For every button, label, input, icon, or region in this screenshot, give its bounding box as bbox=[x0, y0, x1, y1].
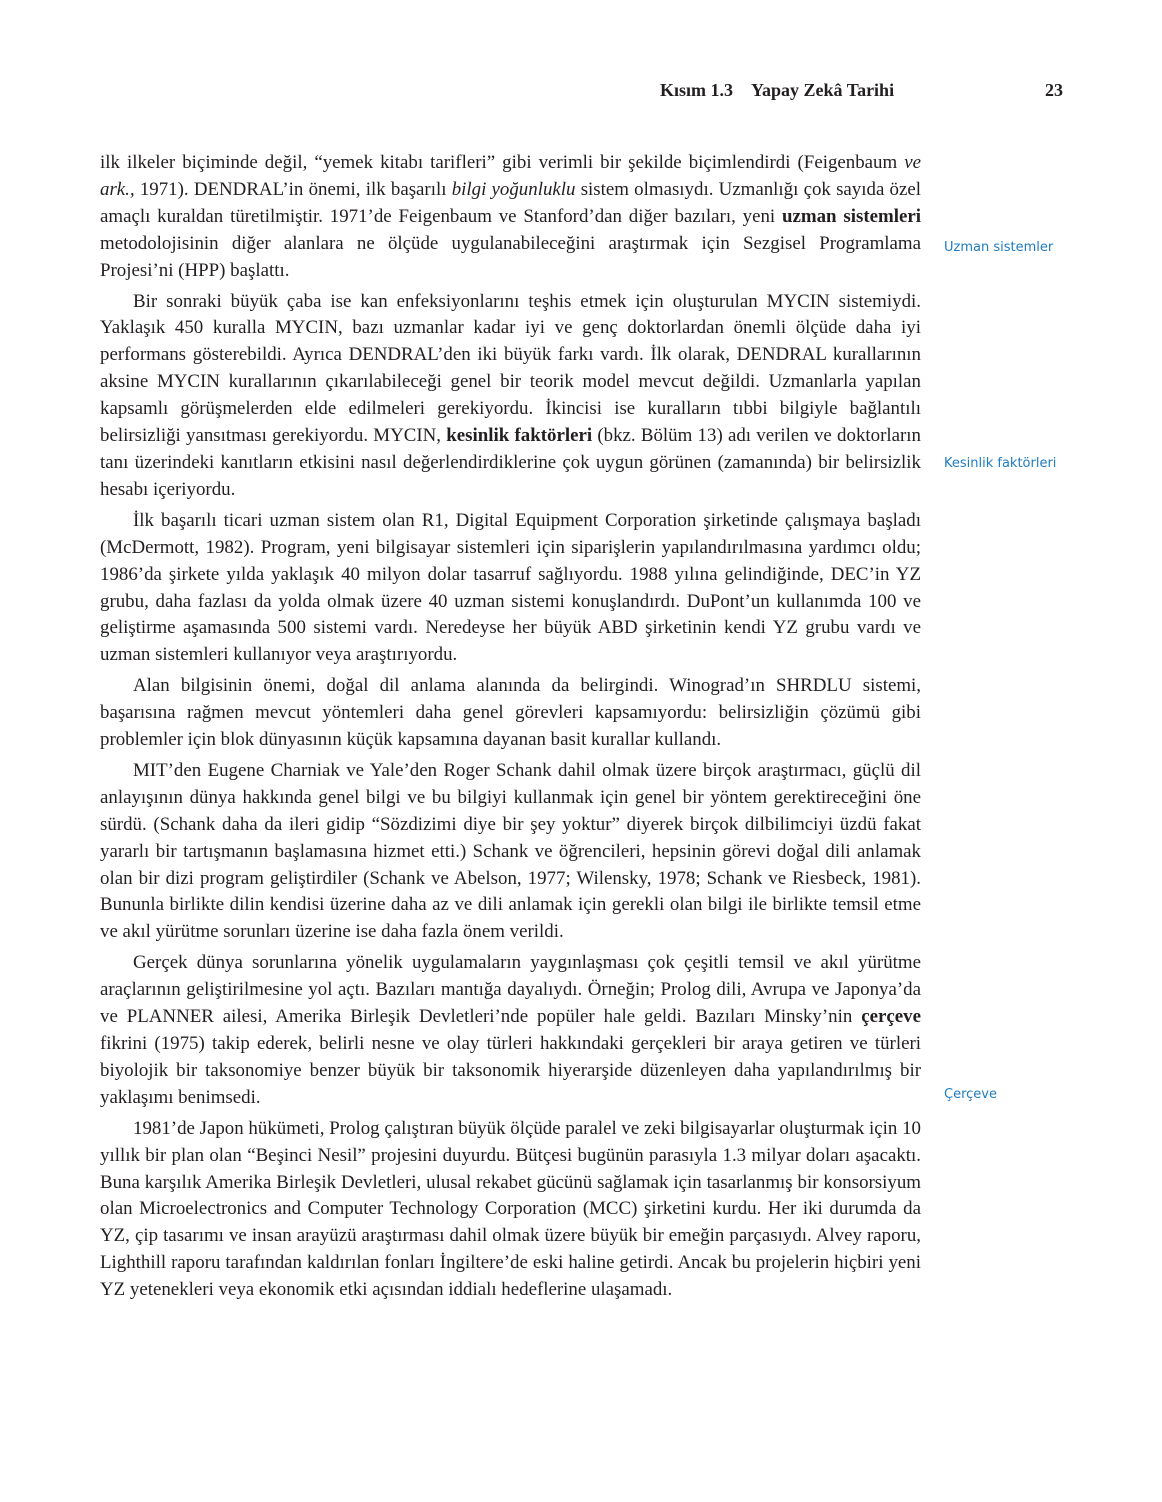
paragraph-2 bbox=[100, 289, 921, 504]
paragraph-5: MIT’den Eugene Charniak ve Yale’den Roger Schank dahil olmak üzere birçok araştırmacı, güçlü dil anlayışının dünya hakkında genel bilgi ve bu bilgiyi kullanmak için genel bir yöntem gerektireceğini öne sürdü. (Schank daha da ileri gidip “Sözdizimi diye bir şey yoktur” diyerek birçok dilbilimciyi üzdü fakat yararlı bir tartışmanın başlamasına hizmet etti.) Schank ve öğrencileri, hepsinin görevi doğal dili anlamak olan bir dizi program geliştirdiler (Schank ve Abelson, 1977; Wilensky, 1978; Schank ve Riesbeck, 1981). Bununla birlikte dilin kendisi üzerine daha az ve dili anlamak için gerekli olan bilgi ile birlikte temsil etme ve akıl yürütme sorunları üzerine ise daha fazla önem verildi. bbox=[100, 759, 921, 943]
margin-note-kesinlik-faktorleri: Kesinlik faktörleri bbox=[944, 456, 1057, 471]
page-number: 23 bbox=[1045, 80, 1063, 100]
text-run: 1971). DENDRAL’in önemi, ilk başarılı bbox=[134, 178, 452, 200]
text-run: sistem olmasıydı. Uzmanlığı çok sayıda özel amaçlı kuraldan türetilmiştir. 1971’de Feigenbaum ve Stanford’dan diğer bazıları, yeni bbox=[100, 178, 921, 227]
text-run: fikrini (1975) takip ederek, belirli nesne ve olay türleri hakkındaki gerçekleri bir araya getiren ve türleri biyolojik bir taksonomiye benzer büyük bir taksonomik hiyerarşide düzenleyen daha yapılandırılmış bir yaklaşımı benimsedi. bbox=[100, 1033, 921, 1108]
section-number: Kısım 1.3 bbox=[660, 80, 734, 100]
paragraph-6 bbox=[100, 950, 921, 1111]
paragraph-1 bbox=[100, 150, 921, 285]
running-head bbox=[660, 80, 894, 101]
margin-note-cerceve: Çerçeve bbox=[944, 1087, 997, 1102]
paragraph-3: İlk başarılı ticari uzman sistem olan R1, Digital Equipment Corporation şirketinde çalışmaya başladı (McDermott, 1982). Program, yeni bilgisayar sistemleri için siparişlerin yapılandırılmasına yardımcı oldu; 1986’da şirkete yılda yaklaşık 40 milyon dolar tasarruf sağlıyordu. 1988 yılına gelindiğinde, DEC’in YZ grubu, daha fazlası da yolda olmak üzere 40 uzman sistemi konuşlandırdı. DuPont’un kullanımda 100 ve geliştirme aşamasında 500 sistemi vardı. Neredeyse her büyük ABD şirketinin kendi YZ grubu vardı ve uzman sistemleri kullanıyor veya araştırıyordu. bbox=[100, 509, 921, 666]
italic-run: bilgi yoğunluklu bbox=[451, 178, 576, 200]
text-run: ilk ilkeler biçiminde değil, “yemek kitabı tarifleri” gibi verimli bir şekilde biçimlendirdi (Feigenbaum bbox=[100, 152, 905, 173]
margin-note-uzman-sistemler: Uzman sistemler bbox=[944, 240, 1054, 255]
text-run: Gerçek dünya sorunlarına yönelik uygulamaların yaygınlaşması çok çeşitli temsil ve akıl yürütme araçlarının geliştirilmesine yol açtı. Bazıları mantığa dayalıydı. Örneğin; Prolog dili, Avrupa ve Japonya’da ve PLANNER ailesi, Amerika Birleşik Devletleri’nde popüler hale geldi. Bazıları Minsky’nin bbox=[100, 952, 921, 1028]
key-term: uzman sistemleri bbox=[781, 205, 921, 227]
text-run: (bkz. Bölüm 13) adı verilen ve doktorların tanı üzerindeki kanıtların etkisini nasıl değerlendirdiklerine çok uygun görünen (zamanında) bir belirsizlik hesabı içeriyordu. bbox=[100, 425, 921, 500]
paragraph-4: Alan bilgisinin önemi, doğal dil anlama alanında da belirgindi. Winograd’ın SHRDLU sistemi, başarısına rağmen mevcut yöntemleri daha genel görevleri kapsamıyordu: belirsizliğin çözümü gibi problemler için blok dünyasının küçük kapsamına dayanan basit kurallar kullandı. bbox=[100, 675, 921, 751]
key-term: kesinlik faktörleri bbox=[446, 425, 593, 447]
key-term: çerçeve bbox=[861, 1006, 921, 1028]
body-text bbox=[100, 150, 921, 1308]
text-run: Bir sonraki büyük çaba ise kan enfeksiyonlarını teşhis etmek için oluşturulan MYCIN sistemiydi. Yaklaşık 450 kuralla MYCIN, bazı uzmanlar kadar iyi ve genç doktorlardan önemli ölçüde daha iyi performans gösterebildi. Ayrıca DENDRAL’den iki büyük farkı vardı. İlk olarak, DENDRAL kurallarının aksine MYCIN kurallarının çıkarılabileceği genel bir teorik model mevcut değildi. Uzmanlarla yapılan kapsamlı görüşmelerden elde edilmeleri gerekiyordu. İkincisi ise kuralların tıbbi bilgiyle bağlantılı belirsizliği yansıtması gerekiyordu. MYCIN, bbox=[100, 290, 921, 447]
section-title: Yapay Zekâ Tarihi bbox=[751, 80, 895, 100]
italic-run: ve ark., bbox=[100, 152, 921, 200]
text-run: metodolojisinin diğer alanlara ne ölçüde uygulanabileceğini araştırmak için Sezgisel Programlama Projesi’ni (HPP) başlattı. bbox=[100, 232, 921, 281]
paragraph-7: 1981’de Japon hükümeti, Prolog çalıştıran büyük ölçüde paralel ve zeki bilgisayarlar oluşturmak için 10 yıllık bir plan olan “Beşinci Nesil” projesini duyurdu. Bütçesi bugünün parasıyla 1.3 milyar doları aşacaktı. Buna karşılık Amerika Birleşik Devletleri, ulusal rekabet gücünü sağlamak için tasarlanmış bir konsorsiyum olan Microelectronics and Computer Technology Corporation (MCC) şirketini kurdu. Her iki durumda da YZ, çip tasarımı ve insan arayüzü araştırması dahil olmak üzere büyük bir emeğin parçasıydı. Alvey raporu, Lighthill raporu tarafından kaldırılan fonları İngiltere’de eski haline getirdi. Ancak bu projelerin hiçbiri yeni YZ yetenekleri veya ekonomik etki açısından iddialı hedeflerine ulaşamadı. bbox=[100, 1117, 921, 1301]
